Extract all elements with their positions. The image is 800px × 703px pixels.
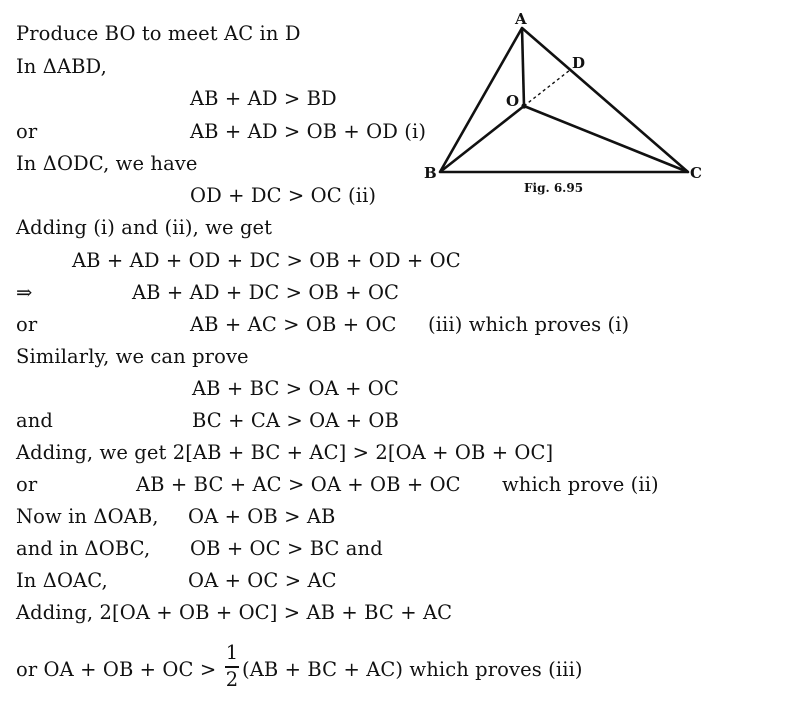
line-or-label xyxy=(16,120,37,144)
inequality: AB + BC + AC > OA + OB + OC xyxy=(136,473,461,496)
triangle-abc xyxy=(440,28,688,172)
line-perimeter-note xyxy=(502,473,659,497)
inequality: AB + AD > BD xyxy=(190,87,337,110)
line-in-odc xyxy=(16,152,198,176)
statement: Produce BO to meet AC in D xyxy=(16,22,301,45)
inequality: AB + AD + OD + DC > OB + OD + OC xyxy=(72,249,461,272)
point-o xyxy=(521,103,526,108)
connector-label: or xyxy=(16,120,38,143)
fraction-denominator: 2 xyxy=(225,668,239,691)
inequality: AB + AD + DC > OB + OC xyxy=(132,281,400,304)
inequality: AB + AD > OB + OD (i) xyxy=(190,120,427,143)
connector-label: or xyxy=(16,313,38,336)
line-obc-label xyxy=(16,537,150,561)
line-in-abd xyxy=(16,55,107,79)
inequality: OA + OC > AC xyxy=(188,569,337,592)
inequality: AB + BC > OA + OC xyxy=(192,377,399,400)
line-or-label-3 xyxy=(16,473,37,497)
segment-ao xyxy=(522,28,524,106)
connector-label: and in ΔOBC, xyxy=(16,537,151,560)
segment-bo xyxy=(440,106,524,172)
line-ab-ad-bd xyxy=(190,87,337,111)
inequality: BC + CA > OA + OB xyxy=(192,409,399,432)
label-b: B xyxy=(424,164,437,182)
fraction-numerator: 1 xyxy=(225,641,239,664)
proof-note: which prove (ii) xyxy=(502,473,659,496)
final-before xyxy=(16,658,216,682)
statement: Adding (i) and (ii), we get xyxy=(16,216,273,239)
connector-label: and xyxy=(16,409,53,432)
proof-note: (iii) which proves (i) xyxy=(428,313,630,336)
connector-label: In ΔOAC, xyxy=(16,569,108,592)
line-oac xyxy=(188,569,337,593)
segment-od-dashed xyxy=(524,70,570,106)
line-obc xyxy=(190,537,383,561)
line-adding-3 xyxy=(16,601,452,625)
final-after xyxy=(242,658,583,682)
line-perimeter xyxy=(136,473,461,497)
implies-symbol xyxy=(16,281,32,305)
statement: Similarly, we can prove xyxy=(16,345,249,368)
label-c: C xyxy=(690,164,702,182)
line-adding-2 xyxy=(16,441,553,465)
line-sum-short xyxy=(132,281,399,305)
statement: Adding, we get 2[AB + BC + AC] > 2[OA + OB + OC] xyxy=(16,441,554,464)
line-ab-bc xyxy=(192,377,399,401)
line-oab-label xyxy=(16,505,159,529)
statement: In ΔODC, we have xyxy=(16,152,198,175)
inequality: OB + OC > BC and xyxy=(190,537,383,560)
final-expression: (AB + BC + AC) which proves (iii) xyxy=(242,658,583,681)
segment-co xyxy=(524,106,688,172)
label-a: A xyxy=(515,10,527,28)
label-d: D xyxy=(572,54,586,72)
inequality: AB + AC > OB + OC xyxy=(190,313,397,336)
connector-label: Now in ΔOAB, xyxy=(16,505,159,528)
inequality: OD + DC > OC (ii) xyxy=(190,184,377,207)
line-eq-i xyxy=(190,120,426,144)
label-o: O xyxy=(506,92,520,110)
line-or-label-2 xyxy=(16,313,37,337)
line-eq-iii xyxy=(190,313,397,337)
final-expression: or OA + OB + OC > xyxy=(16,658,217,681)
triangle-figure xyxy=(420,8,720,208)
statement: In ΔABD, xyxy=(16,55,107,78)
line-and-label xyxy=(16,409,53,433)
line-produce xyxy=(16,22,301,46)
line-sum-long xyxy=(72,249,461,273)
inequality: OA + OB > AB xyxy=(188,505,336,528)
connector-label: or xyxy=(16,473,38,496)
statement: Adding, 2[OA + OB + OC] > AB + BC + AC xyxy=(16,601,453,624)
line-eq-iii-note xyxy=(428,313,629,337)
figure-caption: Fig. 6.95 xyxy=(524,181,584,195)
line-oac-label xyxy=(16,569,108,593)
line-bc-ca xyxy=(192,409,399,433)
line-adding-i-ii xyxy=(16,216,272,240)
line-oab xyxy=(188,505,335,529)
line-eq-ii xyxy=(190,184,376,208)
line-similarly xyxy=(16,345,249,369)
implies-arrow-icon: ⇒ xyxy=(16,281,33,304)
